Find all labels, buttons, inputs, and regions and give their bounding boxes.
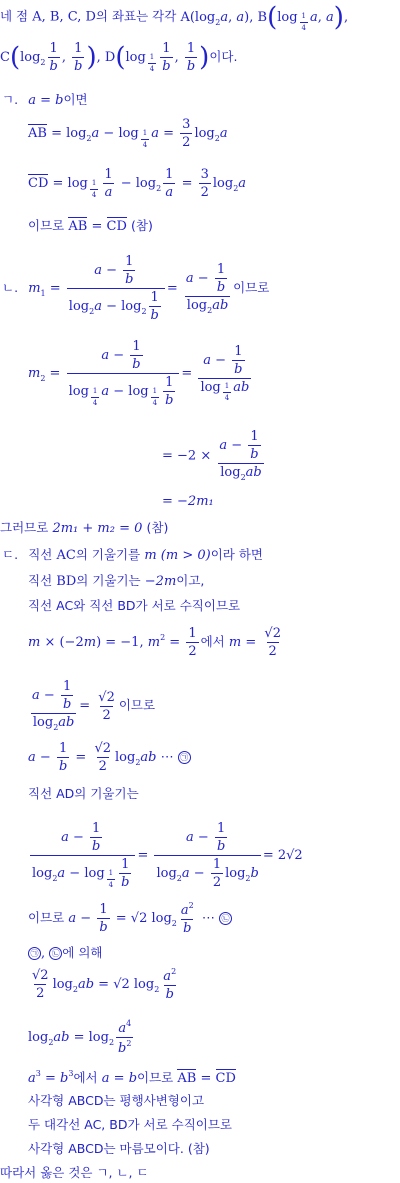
item-b-label: ㄴ.	[2, 280, 19, 295]
item-c-line-4: m × (−2m) = −1, $m^2$ = $\frac{1}{2}$ 에서 m = $\frac{√2}{2}$	[28, 626, 281, 659]
item-c-line-13: $a^3 = b^3$에서 a = b이므로 AB = CD	[28, 1069, 236, 1086]
item-c-l4-ko: 에서	[200, 634, 225, 649]
item-c-l13-ko2: 이므로	[137, 1070, 174, 1085]
item-c-line-1	[2, 549, 263, 562]
item-c-line-3: 직선 AC와 직선 BD가 서로 수직이므로	[28, 598, 241, 613]
item-a-header	[2, 94, 88, 107]
item-c-line-15: 두 대각선 AC, BD가 서로 수직이므로	[28, 1117, 233, 1132]
marker-2: ㉡	[219, 912, 232, 925]
item-b-final-eq: 2m₁ + m₂ = 0	[52, 521, 143, 536]
item-b-final-ko: 그러므로	[0, 520, 49, 535]
item-c-line-16: 사각형 ABCD는 마름모이다. (참)	[28, 1141, 210, 1156]
item-c-l9-ko: 이므로	[28, 910, 65, 925]
problem-line-1	[0, 4, 348, 32]
intro-text: 네 점	[0, 8, 29, 24]
item-c-line-5: a − $\frac{1}{b}$ $\log_2ab$ = $\frac{√2}{2}$ 이므로	[32, 679, 156, 732]
item-c-l2-e: 이고,	[176, 573, 205, 588]
item-c-l10-ko: 에 의해	[62, 945, 103, 960]
item-a-label: ㄱ.	[2, 92, 19, 107]
m2-rewrite-1: = −2 ×	[162, 448, 212, 464]
item-b-eq-m2: $m_2$ = a − $\frac{1}{b}$ log $_{\frac{1}{4}}$ a − log $_{\frac{1}{4}}$ $\frac{1}{b}$ = a − $\frac{1}{b}$ log $_{\frac{1}{4}}$ ab	[28, 339, 250, 408]
item-c-line-7: 직선 AD의 기울기는	[28, 786, 139, 801]
coord-b: B(log $_{\frac{1}{4}}$ a, a),	[257, 2, 349, 32]
coord-d: D(log $_{\frac{1}{4}}$ $\frac{1}{b}$ , $\frac{1}{b}$ )	[104, 41, 210, 74]
item-a-condition-ko: 이면	[63, 92, 88, 107]
point-list: A, B, C, D	[32, 9, 96, 25]
item-c-label: ㄷ.	[2, 547, 19, 562]
item-c-line-11: $\frac{√2}{2}$ $\log_2ab = √2$ $\log_2$ $\frac{a^2}{b}$	[32, 967, 177, 1002]
m2-rewrite-2: = −2m₁	[162, 494, 214, 509]
item-c-l2-d: −2m	[144, 574, 177, 589]
item-a-verdict: (참)	[131, 218, 153, 233]
marker-1: ㉠	[178, 751, 191, 764]
item-c-line-9: 이므로 a − $\frac{1}{b}$ = √2 $\log_2$ $\frac{a^2}{b}$ ⋯ ㉡	[28, 902, 232, 935]
item-c-l5-ko: 이므로	[118, 697, 156, 713]
item-c-line-14: 사각형 ABCD는 평행사변형이고	[28, 1093, 205, 1108]
item-c-line-2	[28, 575, 204, 588]
item-b-conclude-ko: 이므로	[233, 280, 270, 295]
item-b-eq-m2-cont: = −2 × a − $\frac{1}{b}$ $\log_2ab$	[162, 429, 262, 482]
item-b-eq-m2-final	[162, 495, 214, 508]
item-c-l1-e: 이라 하면	[210, 547, 263, 562]
item-c-l1-d: m (m > 0)	[144, 548, 211, 563]
item-a-eq-1: AB = $\log_2a - \log$ $_{\frac{1}{4}}$ a = $\frac{3}{2}$ $\log_2a$	[28, 117, 228, 150]
item-c-l2-a: 직선	[28, 573, 53, 588]
item-b-eq-m1: ㄴ. $m_1$ = a − $\frac{1}{b}$ $\log_2a - \log_2$ $\frac{1}{b}$ = a − $\frac{1}{b}$ $\log_2ab$ 이므로	[2, 254, 270, 323]
item-c-l1-a: 직선	[28, 547, 53, 562]
ab-label: AB	[28, 126, 47, 141]
item-c-l1-b: AC	[56, 548, 76, 563]
problem-line-2	[0, 42, 237, 73]
coord-c: $C(\log_2$ $\frac{1}{b}$ , $\frac{1}{b}$ ),	[0, 41, 101, 74]
end-text: 이다.	[209, 49, 238, 64]
item-c-line-6: a − $\frac{1}{b}$ = $\frac{√2}{2}$ $\log_2ab$ ⋯ ㉠	[28, 742, 191, 773]
item-b-conclusion	[0, 522, 168, 535]
coord-a: $A(\log_2a$, a),	[180, 9, 254, 27]
item-a-conclude-ko: 이므로	[28, 218, 65, 233]
item-c-l2-b: BD	[56, 574, 77, 589]
item-a-conclusion: 이므로 AB = CD (참)	[28, 218, 153, 234]
item-a-condition: a = b	[28, 93, 64, 108]
item-c-line-8: a − $\frac{1}{b}$ $\log_2a - \log$ $_{\frac{1}{4}}$ $\frac{1}{b}$ = a − $\frac{1}{b}$ $\log_2a$ − $\frac{1}{2}$ $\log_2b$ = 2√2	[32, 821, 303, 890]
item-c-line-12: $\log_2ab = \log_2$ $\frac{a^4}{b^2}$	[28, 1019, 132, 1056]
cd-label: CD	[28, 176, 49, 191]
final-conclusion: 따라서 옳은 것은 ㄱ, ㄴ, ㄷ	[0, 1165, 149, 1180]
intro-text-2: 의 좌표는 각각	[95, 8, 177, 24]
item-b-verdict: (참)	[146, 520, 169, 535]
item-c-l1-c: 의 기울기를	[75, 547, 141, 562]
item-c-l13-ko: 에서	[73, 1070, 98, 1085]
item-c-l2-c: 의 기울기는	[76, 573, 141, 588]
item-a-eq-2: CD = log $_{\frac{1}{4}}$ $\frac{1}{a}$ − $\log_2$ $\frac{1}{a}$ = $\frac{3}{2}$ $\log_2a$	[28, 167, 247, 200]
item-c-line-10: ㉠ , ㉡ 에 의해	[28, 947, 102, 960]
